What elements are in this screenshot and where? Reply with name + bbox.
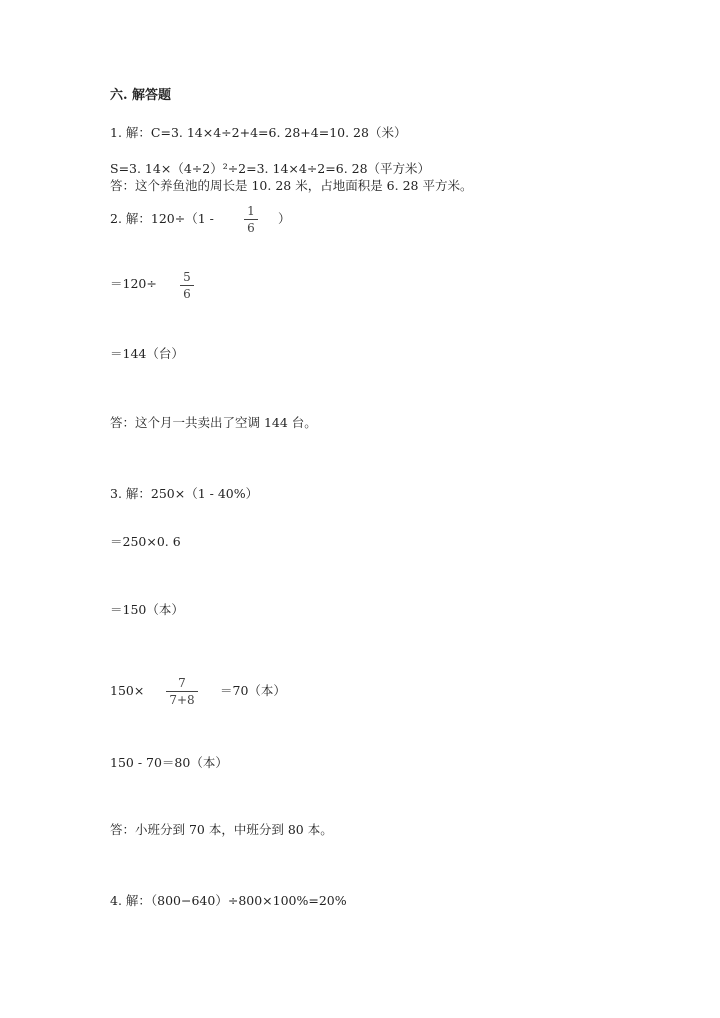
fraction-bar bbox=[180, 285, 194, 286]
q3-line1: 3. 解：250×（1 - 40%） bbox=[110, 486, 259, 501]
q3-step2: ＝250×0. 6 bbox=[110, 534, 181, 549]
q2-fraction-2 bbox=[180, 270, 194, 301]
section-title: 六. 解答题 bbox=[110, 88, 172, 103]
q2-answer: 答：这个月一共卖出了空调 144 台。 bbox=[110, 415, 317, 430]
q2-close-paren: ） bbox=[278, 211, 291, 226]
q2-step3: ＝144（台） bbox=[110, 346, 184, 361]
q2-fraction-1 bbox=[244, 204, 258, 235]
q3-step3: ＝150（本） bbox=[110, 602, 184, 617]
q3-step4-suffix: ＝70（本） bbox=[220, 683, 286, 698]
fraction-denominator: 6 bbox=[183, 287, 191, 301]
q3-fraction bbox=[166, 676, 198, 707]
fraction-numerator: 5 bbox=[183, 270, 191, 284]
q2-step2-prefix: ＝120÷ bbox=[110, 276, 157, 291]
q2-line1-prefix: 2. 解：120÷（1 - bbox=[110, 211, 214, 226]
fraction-denominator: 6 bbox=[247, 221, 255, 235]
q3-answer: 答：小班分到 70 本，中班分到 80 本。 bbox=[110, 822, 333, 837]
fraction-denominator: 7+8 bbox=[169, 693, 195, 707]
fraction-numerator: 7 bbox=[178, 676, 186, 690]
q1-line1: 1. 解：C=3. 14×4÷2+4=6. 28+4=10. 28（米） bbox=[110, 125, 407, 140]
q1-line2: S=3. 14×（4÷2）²÷2=3. 14×4÷2=6. 28（平方米） bbox=[110, 161, 431, 176]
q1-answer: 答：这个养鱼池的周长是 10. 28 米，占地面积是 6. 28 平方米。 bbox=[110, 178, 473, 193]
fraction-bar bbox=[166, 691, 198, 692]
q4-line1: 4. 解：（800−640）÷800×100%=20% bbox=[110, 893, 347, 908]
q3-step5: 150 - 70＝80（本） bbox=[110, 755, 228, 770]
fraction-bar bbox=[244, 219, 258, 220]
fraction-numerator: 1 bbox=[247, 204, 255, 218]
q3-step4-prefix: 150× bbox=[110, 683, 145, 698]
